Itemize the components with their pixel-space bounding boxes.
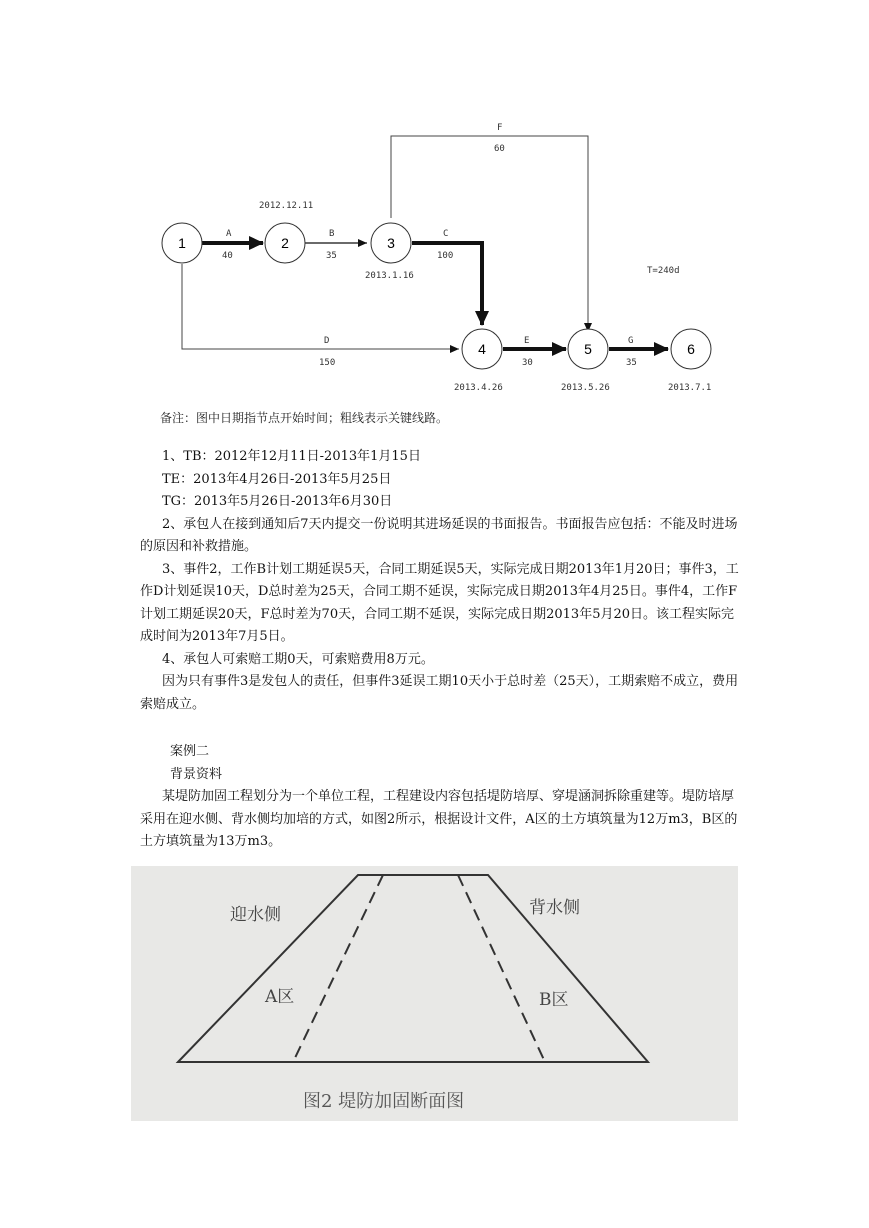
zone-b-label: B区	[539, 990, 569, 1010]
diagram-note: 备注：图中日期指节点开始时间；粗线表示关键线路。	[160, 411, 449, 425]
levee-cross-section-figure	[131, 866, 738, 1121]
arrow-d	[182, 264, 459, 349]
case2-body: 某堤防加固工程划分为一个单位工程，工程建设内容包括堤防培厚、穿堤涵洞拆除重建等。堤防培厚采用在迎水侧、背水侧均加培的方式，如图2所示，根据设计文件，A区的土方填筑量为12万m3，B区的土方填筑量为13万m3。	[140, 789, 738, 849]
answer-1-tb: 1、TB：2012年12月11日-2013年1月15日	[162, 449, 421, 464]
activity-a-duration: 40	[222, 251, 233, 261]
activity-c-name: C	[443, 229, 449, 239]
activity-b-name: B	[329, 229, 335, 239]
node-label: 5	[584, 341, 592, 357]
case2-subtitle: 背景资料	[170, 766, 223, 782]
date-node6: 2013.7.1	[668, 383, 712, 393]
activity-c-duration: 100	[437, 251, 454, 261]
downstream-side-label: 背水侧	[529, 898, 580, 918]
arrow-f	[391, 136, 588, 332]
node-label: 3	[387, 235, 395, 251]
activity-f-duration: 60	[494, 144, 505, 154]
answer-4-reason: 因为只有事件3是发包人的责任，但事件3延误工期10天小于总时差（25天），工期索赔不成立，费用索赔成立。	[140, 674, 739, 712]
activity-g-name: G	[628, 336, 634, 346]
date-node3: 2013.1.16	[365, 271, 414, 281]
answer-1-te: TE：2013年4月26日-2013年5月25日	[162, 471, 392, 487]
node-1	[162, 223, 202, 263]
figure2-caption: 图2 堤防加固断面图	[303, 1091, 465, 1112]
node-5	[568, 329, 608, 369]
answers-section	[140, 446, 740, 716]
activity-f-name: F	[497, 123, 503, 133]
node-3	[371, 223, 411, 263]
date-node4: 2013.4.26	[454, 383, 503, 393]
network-diagram	[150, 108, 730, 436]
answer-4: 4、承包人可索赔工期0天，可索赔费用8万元。	[162, 651, 434, 667]
answer-3: 3、事件2，工作B计划工期延误5天，合同工期延误5天，实际完成日期2013年1月20日；事件3，工作D计划延误10天，D总时差为25天，合同工期不延误，实际完成日期2013年4月25日。事件4，工作F计划工期延误20天，F总时差为70天，合同工期不延误，实际完成日期2013年5月20日。该工程实际完成时间为2013年7月5日。	[140, 561, 739, 644]
node-label: 4	[478, 341, 486, 357]
date-node5: 2013.5.26	[561, 383, 610, 393]
case2-section	[140, 741, 740, 854]
activity-d-name: D	[324, 336, 330, 346]
activity-g-duration: 35	[626, 358, 637, 368]
activity-d-duration: 150	[319, 358, 336, 368]
answer-2: 2、承包人在接到通知后7天内提交一份说明其进场延误的书面报告。书面报告应包括：不能及时进场的原因和补救措施。	[140, 516, 738, 554]
activity-e-name: E	[524, 336, 530, 346]
date-node2: 2012.12.11	[259, 201, 314, 211]
activity-e-duration: 30	[522, 358, 533, 368]
case2-title: 案例二	[170, 744, 210, 759]
node-6	[671, 329, 711, 369]
zone-a-label: A区	[265, 987, 295, 1007]
node-label: 2	[281, 235, 289, 251]
activity-a-name: A	[226, 229, 232, 239]
node-label: 1	[178, 235, 186, 251]
node-label: 6	[687, 341, 695, 357]
activity-b-duration: 35	[326, 251, 337, 261]
node-2	[265, 223, 305, 263]
upstream-side-label: 迎水侧	[230, 905, 281, 925]
answer-1-tg: TG：2013年5月26日-2013年6月30日	[162, 494, 393, 509]
total-duration: T=240d	[647, 266, 680, 276]
node-4	[462, 329, 502, 369]
